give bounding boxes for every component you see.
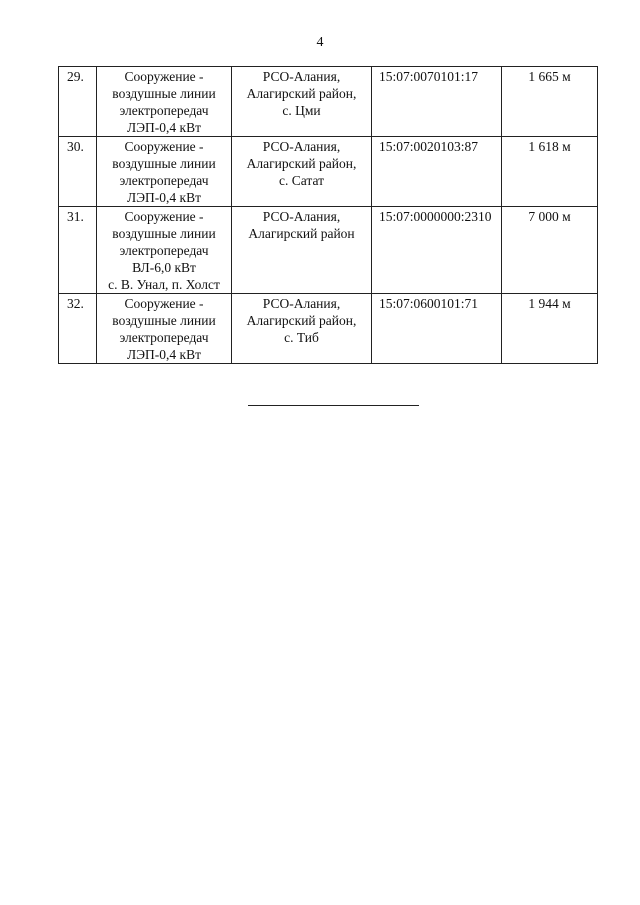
row-number-cell: 32. — [59, 294, 97, 364]
object-name-line: Сооружение - — [124, 139, 204, 154]
location-cell — [232, 67, 372, 137]
cadastral-number-cell: 15:07:0020103:87 — [372, 137, 502, 207]
page-number: 4 — [316, 35, 324, 50]
object-name-line: Сооружение - — [124, 209, 204, 224]
object-name-line: электропередач — [119, 173, 209, 188]
object-name-cell — [97, 294, 232, 364]
object-name-line: ЛЭП-0,4 кВт — [126, 190, 202, 205]
object-name-line: воздушные линии — [112, 156, 216, 171]
location-cell — [232, 207, 372, 294]
row-number-cell: 31. — [59, 207, 97, 294]
object-name-line: электропередач — [119, 103, 209, 118]
location-line: с. Тиб — [284, 330, 319, 345]
table-row — [59, 207, 598, 294]
object-name-line: Сооружение - — [124, 296, 204, 311]
property-registry-table — [58, 66, 598, 364]
location-line: РСО-Алания, — [262, 296, 341, 311]
cadastral-number-cell: 15:07:0000000:2310 — [372, 207, 502, 294]
location-line: с. Сатат — [279, 173, 324, 188]
location-cell — [232, 294, 372, 364]
object-name-line: Сооружение - — [124, 69, 204, 84]
object-name-line: электропередач — [119, 330, 209, 345]
length-cell: 1 665 м — [502, 67, 598, 137]
object-name-line: воздушные линии — [112, 86, 216, 101]
location-line: РСО-Алания, — [262, 209, 341, 224]
object-name-cell — [97, 137, 232, 207]
object-name-line: электропередач — [119, 243, 209, 258]
length-cell: 1 944 м — [502, 294, 598, 364]
table-row — [59, 294, 598, 364]
location-line: Алагирский район, — [246, 86, 357, 101]
location-line: Алагирский район, — [246, 156, 357, 171]
object-name-line: ЛЭП-0,4 кВт — [126, 120, 202, 135]
row-number-cell: 29. — [59, 67, 97, 137]
location-line: РСО-Алания, — [262, 69, 341, 84]
length-cell: 1 618 м — [502, 137, 598, 207]
length-cell: 7 000 м — [502, 207, 598, 294]
row-number-cell: 30. — [59, 137, 97, 207]
location-line: с. Цми — [282, 103, 321, 118]
object-name-cell — [97, 67, 232, 137]
object-name-line: ЛЭП-0,4 кВт — [126, 347, 202, 362]
object-name-cell — [97, 207, 232, 294]
object-name-line: с. В. Унал, п. Холст — [108, 277, 220, 292]
cadastral-number-cell: 15:07:0600101:71 — [372, 294, 502, 364]
location-line: РСО-Алания, — [262, 139, 341, 154]
location-line: Алагирский район, — [246, 313, 357, 328]
location-line: Алагирский район — [248, 226, 355, 241]
object-name-line: ВЛ-6,0 кВт — [132, 260, 196, 275]
table-row — [59, 67, 598, 137]
closing-rule — [248, 405, 419, 406]
object-name-line: воздушные линии — [112, 313, 216, 328]
object-name-line: воздушные линии — [112, 226, 216, 241]
location-cell — [232, 137, 372, 207]
table-row — [59, 137, 598, 207]
cadastral-number-cell: 15:07:0070101:17 — [372, 67, 502, 137]
